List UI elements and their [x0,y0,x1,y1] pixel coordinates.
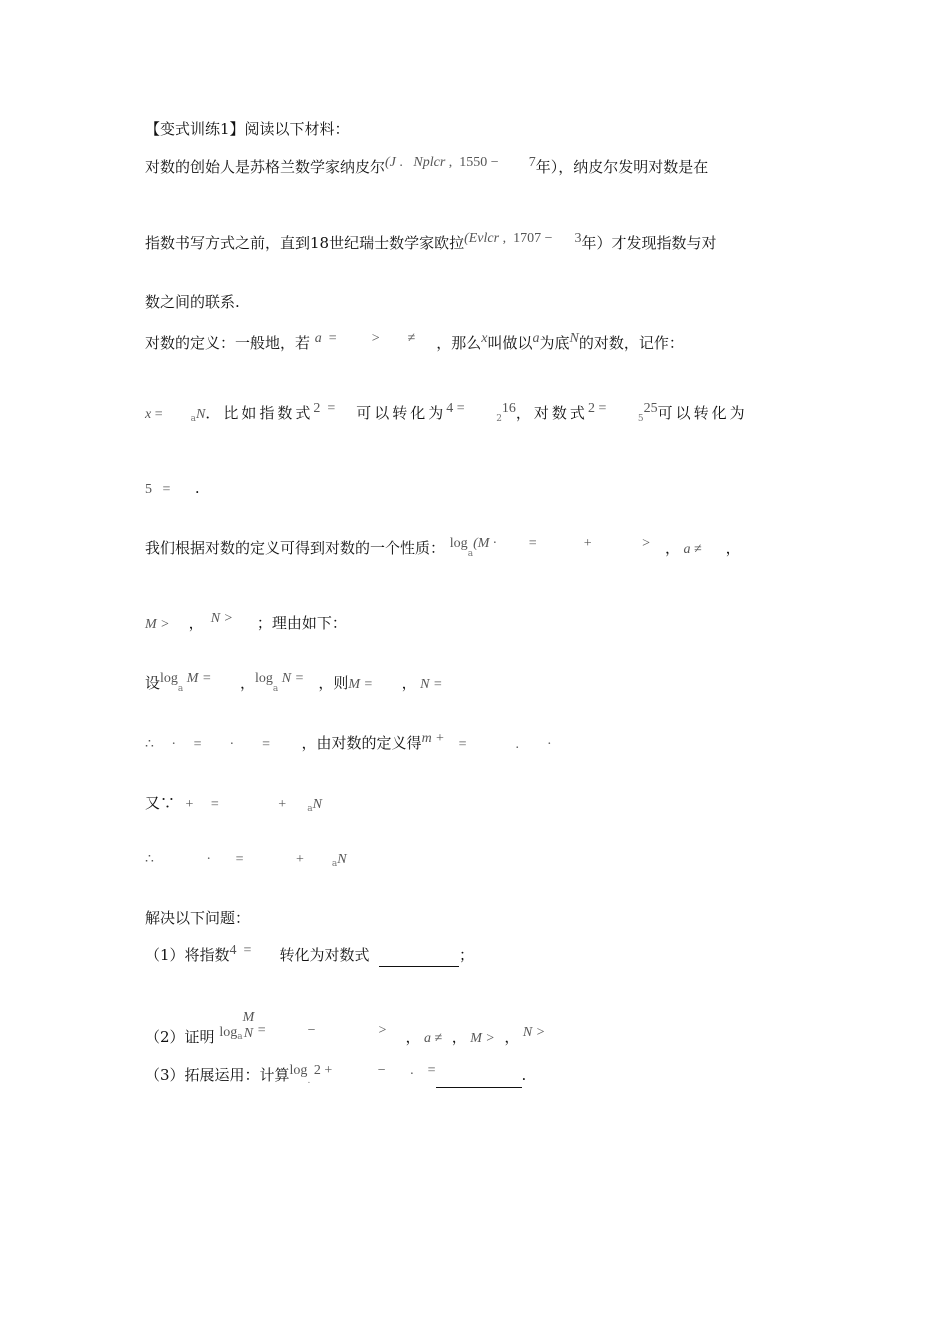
property-line-5: 又∵ + = + $_a$N [145,794,322,814]
problem-1-text-b: 转化为对数式 [279,946,370,964]
property-line-3: 设$\log_a M$ = ，$\log_a N$ = ，则M = ， N = [145,671,443,694]
problem-1-answer-blank[interactable] [379,950,459,967]
property-text-2: ；理由如下： [256,614,347,632]
definition-line-2: x = $_a$N．比如指数式2 = 可以转化为4 = $_2$16，对数式2 = $_5$25可以转化为 [145,401,748,424]
problem-1: （1）将指数4 = 转化为对数式 ； [145,945,474,967]
property-line-2: M > ， N > ；理由如下： [145,611,347,632]
number-25: 25 [643,401,658,416]
definition-text-1c: 叫做以 [487,334,533,352]
napier-year: 1550 − [459,155,499,170]
property-line-4: ∴ · = · = ，由对数的定义得m + = . · [145,731,552,752]
intro-text-2a: 指数书写方式之前，直到18世纪瑞士数学家欧拉 [145,234,465,252]
property-text-1: 我们根据对数的定义可得到对数的一个性质： [145,539,446,557]
property-line-6: ∴ · = + $_a$N [145,852,347,869]
problem-3-text: （3）拓展运用：计算 [145,1066,290,1084]
log-label-1: log [449,536,468,551]
problem-1-end: ； [459,946,475,964]
therefore-2: ∴ [145,852,154,867]
intro-line-3: 数之间的联系. [145,293,240,311]
definition-text-1a: 对数的定义：一般地，若 [145,334,311,352]
intro-line-2: 指数书写方式之前，直到18世纪瑞士数学家欧拉(Evlcr , 1707 − 3年）才发现指数与对 [145,231,717,252]
napier-name-n: Nplcr [413,155,446,170]
intro-text-1a: 对数的创始人是苏格兰数学家纳皮尔 [145,158,386,176]
problem-2-text: （2）证明 [145,1028,215,1046]
definition-text-1b: ，那么 [436,334,482,352]
therefore-1: ∴ [145,737,154,752]
problem-3-answer-blank[interactable] [436,1071,522,1088]
log-label-3: log [255,671,273,686]
again-text: 又∵ [145,794,176,812]
intro-text-1b: 年），纳皮尔发明对数是在 [535,158,709,176]
problem-2: （2）证明 $\log^a$ M N = − > ， a ≠ ， M > ， N > [145,1010,546,1046]
definition-text-3b: . [194,479,200,497]
euler-year-end: 3 [574,231,582,246]
definition-text-2b: 可以转化为 [356,404,447,422]
napier-name-j: (J [385,155,396,170]
definition-text-1d: 为底 [539,334,570,352]
intro-text-2b: 年）才发现指数与对 [581,234,717,252]
by-def-text: ，由对数的定义得 [301,734,422,752]
napier-year-end: 7 [528,155,536,170]
intro-line-1: 对数的创始人是苏格兰数学家纳皮尔(J . Nplcr , 1550 − 7年），纳皮尔发明对数是在 [145,155,709,176]
set-prefix: 设 [145,674,161,692]
definition-line-3: 5 = . [145,479,200,497]
definition-line-1: 对数的定义：一般地，若 a = > ≠ ，那么x叫做以a为底N的对数，记作： [145,331,684,352]
log-label-5: log [289,1063,308,1078]
definition-text-3a: 5 [145,482,152,497]
heading: 【变式训练1】阅读以下材料： [145,120,350,138]
problem-1-text-a: （1）将指数 [145,946,230,964]
problem-3: （3）拓展运用：计算$\log_. 2$ + − . = . [145,1063,527,1086]
definition-text-2d: 可以转化为 [657,404,748,422]
property-line-1: 我们根据对数的定义可得到对数的一个性质： $\log_a(M$ · = + > ， a ≠ ， [145,536,741,559]
then-text: ，则 [318,674,349,692]
euler-year: 1707 − [513,231,553,246]
definition-text-1e: 的对数，记作： [578,334,684,352]
log-label-4: log [219,1025,238,1040]
log-label-2: log [160,671,178,686]
problem-3-end: . [521,1066,527,1084]
definition-text-2c: ，对数式 [515,404,588,422]
euler-name: (Evlcr [464,231,500,246]
number-16: 16 [501,401,516,416]
problems-title: 解决以下问题： [145,909,251,927]
definition-text-2a: ．比如指数式 [205,404,314,422]
